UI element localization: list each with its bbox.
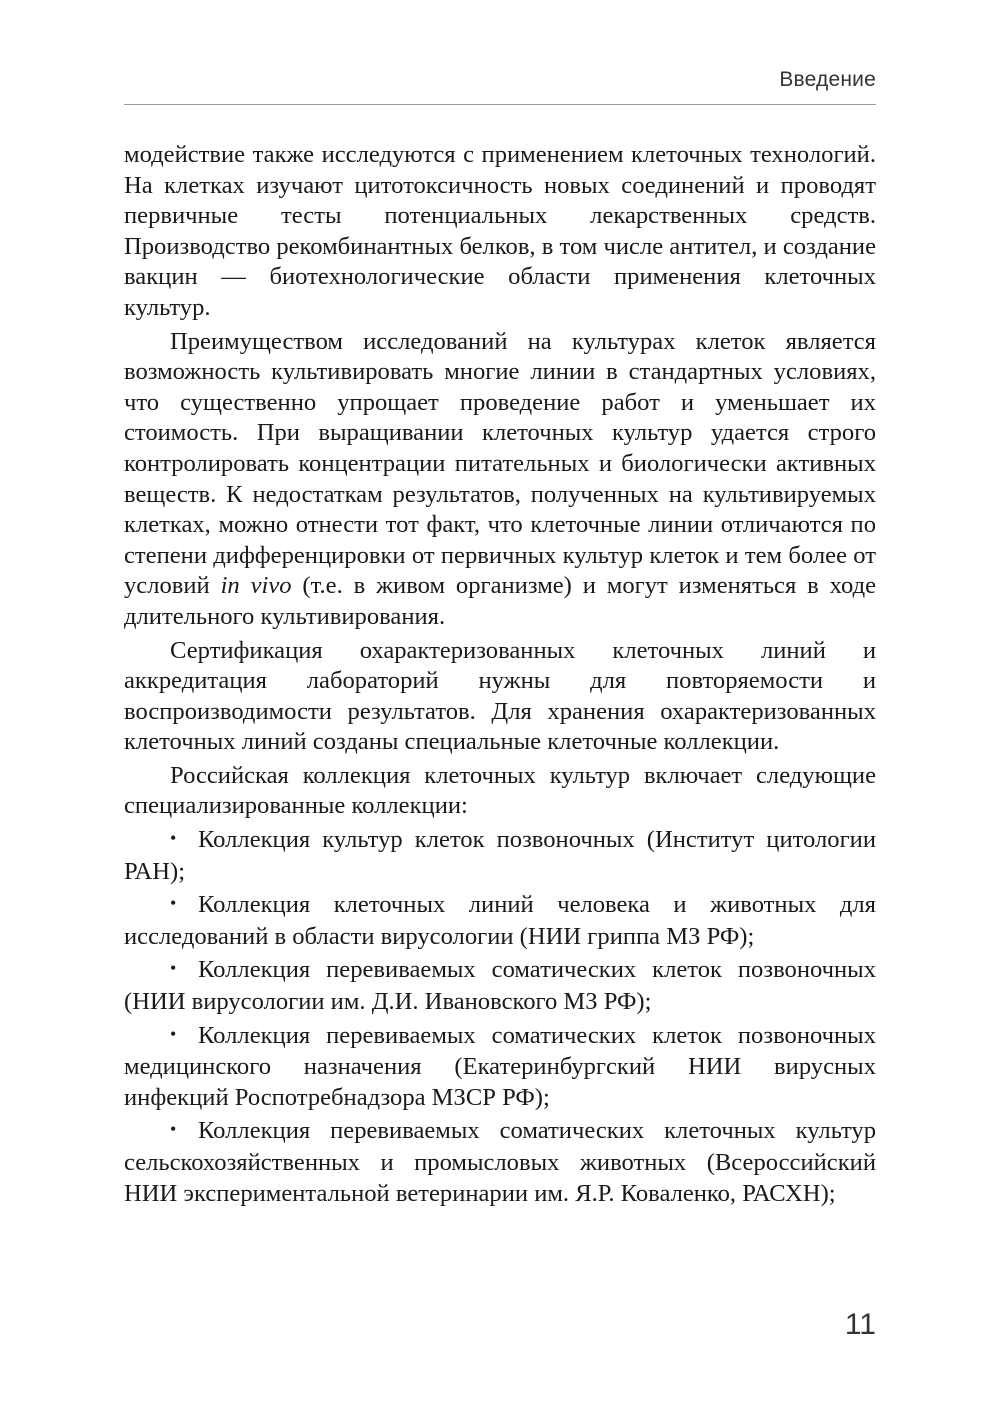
paragraph-advantages-text-1: Преимуществом исследований на культурах клеток является возможность культивировать многие линии в стандартных условиях, что существенно упрощает проведение работ и уменьшает их стоимость. При выращивании клеточных культур удается строго контролировать концентрации питательных и биологически активных веществ. К недостаткам результатов, полученных на культивируемых клетках, можно отнести тот факт, что клеточные линии отличаются по степени дифференцировки от первичных культур клеток и тем более от условий	[124, 327, 876, 600]
list-item	[124, 1116, 876, 1209]
paragraph-advantages-text-2: (т.е. в живом организме) и могут изменяться в ходе длительного культивирования.	[124, 572, 877, 630]
list-item-text: Коллекция перевиваемых соматических клеточных культур сельскохозяйственных и промысловых животных (Всероссийский НИИ экспериментальной ветеринарии им. Я.Р. Коваленко, РАСХН);	[124, 1117, 876, 1207]
list-item	[124, 955, 876, 1017]
paragraph-continuation: модействие также исследуются с применением клеточных технологий. На клетках изучают цитотоксичность новых соединений и проводят первичные тесты потенциальных лекарственных средств. Производство рекомбинантных белков, в том числе антител, и создание вакцин — биотехнологические области применения клеточных культур.	[124, 141, 876, 321]
list-item-text: Коллекция перевиваемых соматических клеток позвоночных (НИИ вирусологии им. Д.И. Ивановского МЗ РФ);	[124, 956, 876, 1016]
bullet-icon	[170, 1021, 198, 1053]
bullet-icon	[170, 825, 198, 857]
list-item	[124, 890, 876, 952]
body-text	[124, 140, 876, 1212]
bullet-icon	[170, 1116, 198, 1148]
running-head: Введение	[779, 68, 876, 91]
bullet-icon	[170, 955, 198, 987]
list-item	[124, 825, 876, 887]
list-item-text: Коллекция клеточных линий человека и животных для исследований в области вирусологии (НИИ гриппа МЗ РФ);	[124, 891, 876, 950]
paragraph-certification: Сертификация охарактеризованных клеточных линий и аккредитация лабораторий нужны для повторяемости и воспроизводимости результатов. Для хранения охарактеризованных клеточных линий созданы специальные клеточные коллекции.	[124, 636, 876, 756]
list-item-text: Коллекция перевиваемых соматических клеток позвоночных медицинского назначения (Екатеринбургский НИИ вирусных инфекций Роспотребнадзора МЗСР РФ);	[124, 1021, 876, 1111]
header-rule	[124, 104, 876, 105]
collections-list	[124, 825, 876, 1209]
bullet-icon	[170, 890, 198, 922]
in-vivo-term: in vivo	[220, 572, 292, 600]
paragraph-advantages	[124, 327, 876, 633]
list-item-text: Коллекция культур клеток позвоночных (Институт цитологии РАН);	[124, 826, 876, 885]
page-number: 11	[844, 1308, 876, 1341]
list-item	[124, 1021, 876, 1114]
paragraph-collections-intro: Российская коллекция клеточных культур включает следующие специализированные коллекции:	[124, 761, 876, 820]
